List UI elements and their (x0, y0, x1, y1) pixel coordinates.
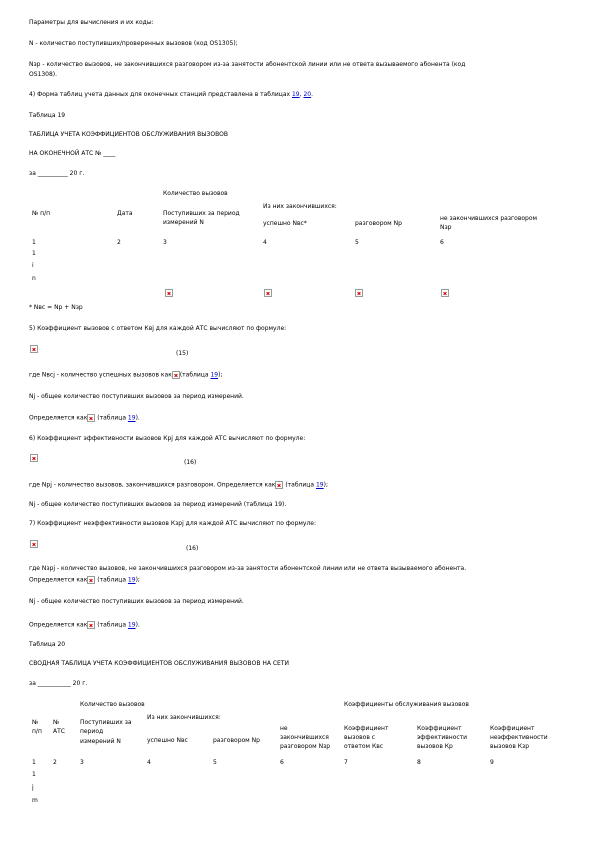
broken-image-icon (30, 540, 38, 548)
nzp-definition-line2: OS1308). (29, 71, 58, 78)
header-ats-1: № (53, 719, 60, 726)
formula-16-number: (16) (184, 459, 197, 466)
row-label: 1 (32, 250, 36, 257)
header-success: успешно Nвс (147, 737, 188, 744)
where-text: где Nвсj - количество успешных вызовов как (29, 371, 172, 379)
n-definition: N - количество поступивших/проверенных вызовов (код OS1305); (29, 40, 238, 47)
table-20-link[interactable]: 20 (303, 91, 312, 98)
where-text: где Nрj - количество вызовов, закончившихся разговором. Определяется как (29, 481, 276, 489)
col-number: 3 (80, 759, 84, 766)
table-19-link[interactable]: 19 (127, 414, 136, 422)
header-not-talk-1: не (280, 725, 288, 732)
col-number: 9 (490, 759, 494, 766)
header-num-1: № (32, 719, 39, 726)
table-19-link[interactable]: 19 (127, 576, 136, 584)
col-number: 3 (163, 239, 167, 246)
header-received-2: период (80, 728, 104, 735)
header-received-1: Поступивших за период (163, 210, 240, 217)
row-label: n (32, 275, 36, 282)
table-19-period: за __________ 20 г. (29, 170, 85, 177)
table-19-subtitle: НА ОКОНЕЧНОЙ АТС № ____ (29, 150, 116, 157)
header-success: успешно Nвс* (263, 220, 307, 227)
close-paren: ); (218, 371, 223, 379)
col-number: 4 (147, 759, 151, 766)
table-19-link[interactable]: 19 (210, 371, 219, 379)
row-label: 1 (32, 771, 36, 778)
close-paren: ); (323, 481, 328, 489)
broken-image-icon (30, 454, 38, 462)
header-count: Количество вызовов (80, 701, 145, 708)
table-ref-text: (таблица (97, 414, 126, 422)
header-num: № п/п (32, 210, 51, 217)
col-number: 6 (280, 759, 284, 766)
row-label: j (32, 784, 34, 791)
table-19-footnote: * Nвс = Nр + Nзр (29, 304, 83, 311)
broken-image-icon (30, 345, 38, 353)
nj-definition: Nj - общее количество поступивших вызовов за период измерений. (29, 393, 244, 400)
header-kzr-2: неэффективности (490, 734, 548, 741)
formula-16-where (29, 481, 328, 490)
header-kv-1: Коэффициент (344, 725, 389, 732)
header-received-2: измерений N (163, 219, 204, 226)
table-ref-text: (таблица (97, 576, 126, 584)
header-date: Дата (117, 210, 133, 217)
col-number: 7 (344, 759, 348, 766)
header-kv-3: ответом Квс (344, 743, 384, 750)
col-number: 6 (440, 239, 444, 246)
broken-image-icon (165, 289, 173, 297)
formula-15-where (29, 371, 222, 380)
table-20-title: СВОДНАЯ ТАБЛИЦА УЧЕТА КОЭФФИЦИЕНТОВ ОБСЛУЖИВАНИЯ ВЫЗОВОВ НА СЕТИ (29, 660, 289, 667)
header-not-talk-2: Nзр (440, 224, 452, 231)
nj-definition: Nj - общее количество поступивших вызовов за период измерений. (29, 598, 244, 605)
header-talk: разговором Nр (355, 220, 402, 227)
table-20-caption: Таблица 20 (29, 641, 66, 648)
defined-as-line (29, 576, 140, 585)
defined-as-line (29, 621, 140, 630)
header-kr-3: вызовов Кр (417, 743, 453, 750)
params-heading: Параметры для вычисления и их коды: (29, 19, 154, 26)
broken-image-icon (172, 371, 180, 379)
separator: , (299, 91, 302, 98)
formula-17-where: где Nзрj - количество вызовов, не закончившихся разговором из-за занятости абонентской линии или не ответа вызываемого абонента. (29, 565, 467, 572)
table-ref-text: (таблица (179, 371, 209, 379)
table-20-period: за ___________ 20 г. (29, 680, 88, 687)
defined-as-text: Определяется как (29, 621, 88, 629)
close-paren: ); (135, 576, 140, 584)
broken-image-icon (355, 289, 363, 297)
table-19-caption: Таблица 19 (29, 112, 66, 119)
table-19-title: ТАБЛИЦА УЧЕТА КОЭФФИЦИЕНТОВ ОБСЛУЖИВАНИЯ ВЫЗОВОВ (29, 131, 229, 138)
broken-image-icon (441, 289, 449, 297)
nj-definition: Nj - общее количество поступивших вызовов за период измерений (таблица 19). (29, 501, 287, 508)
defined-as-line (29, 414, 140, 423)
header-kv-2: вызовов с (344, 734, 376, 741)
col-number: 5 (355, 239, 359, 246)
table-19-link[interactable]: 19 (315, 481, 324, 489)
header-coeffs: Коэффициенты обслуживания вызовов (344, 701, 469, 708)
header-received-3: измерений N (80, 738, 121, 745)
header-num-2: п/п (32, 728, 42, 735)
header-of-them: Из них закончившихся: (147, 714, 221, 721)
formula-15-number: (15) (176, 350, 189, 357)
formula-17-number: (16) (186, 545, 199, 552)
table-ref-text: (таблица (285, 481, 315, 489)
table-19-link[interactable]: 19 (291, 91, 300, 98)
header-not-talk-2: закончившихся (280, 734, 329, 741)
row-label: m (32, 797, 38, 804)
col-number: 1 (32, 239, 36, 246)
header-kr-2: эффективности (417, 734, 468, 741)
defined-as-text: Определяется как (29, 576, 88, 584)
broken-image-icon (275, 481, 283, 489)
header-kzr-3: вызовов Кзр (490, 743, 530, 750)
close-paren: ). (135, 414, 140, 422)
header-kzr-1: Коэффициент (490, 725, 535, 732)
formula-16-heading: 6) Коэффициент эффективности вызовов Крj для каждой АТС вычисляют по формуле: (29, 435, 306, 442)
header-not-talk-1: не закончившихся разговором (440, 215, 538, 222)
header-not-talk-3: разговором Nзр (280, 743, 331, 750)
header-talk: разговором Nр (213, 737, 260, 744)
header-of-them: Из них закончившихся: (263, 203, 337, 210)
formula-17-heading: 7) Коэффициент неэффективности вызовов Кзрj для каждой АТС вычисляют по формуле: (29, 520, 317, 527)
nzp-definition-line1: Nзр - количество вызовов, не закончившихся разговором из-за занятости абонентской линии или не ответа вызываемого абонента (код (29, 61, 466, 68)
formula-15-heading: 5) Коэффициент вызовов с ответом Квj для каждой АТС вычисляют по формуле: (29, 325, 287, 332)
close-paren: ). (135, 621, 140, 629)
col-number: 2 (53, 759, 57, 766)
table-19-link[interactable]: 19 (127, 621, 136, 629)
broken-image-icon (264, 289, 272, 297)
header-kr-1: Коэффициент (417, 725, 462, 732)
header-count: Количество вызовов (163, 190, 228, 197)
col-number: 1 (32, 759, 36, 766)
col-number: 4 (263, 239, 267, 246)
row-label: i (32, 262, 34, 269)
broken-image-icon (87, 576, 95, 584)
col-number: 8 (417, 759, 421, 766)
header-received-1: Поступивших за (80, 719, 132, 726)
defined-as-text: Определяется как (29, 414, 88, 422)
paragraph-4-text: 4) Форма таблиц учета данных для оконечных станций представлена в таблицах (29, 91, 291, 98)
period-mark: . (311, 91, 314, 98)
table-ref-text: (таблица (97, 621, 126, 629)
col-number: 5 (213, 759, 217, 766)
broken-image-icon (87, 414, 95, 422)
col-number: 2 (117, 239, 121, 246)
header-ats-2: АТС (53, 728, 65, 735)
paragraph-4 (29, 91, 313, 99)
broken-image-icon (87, 621, 95, 629)
